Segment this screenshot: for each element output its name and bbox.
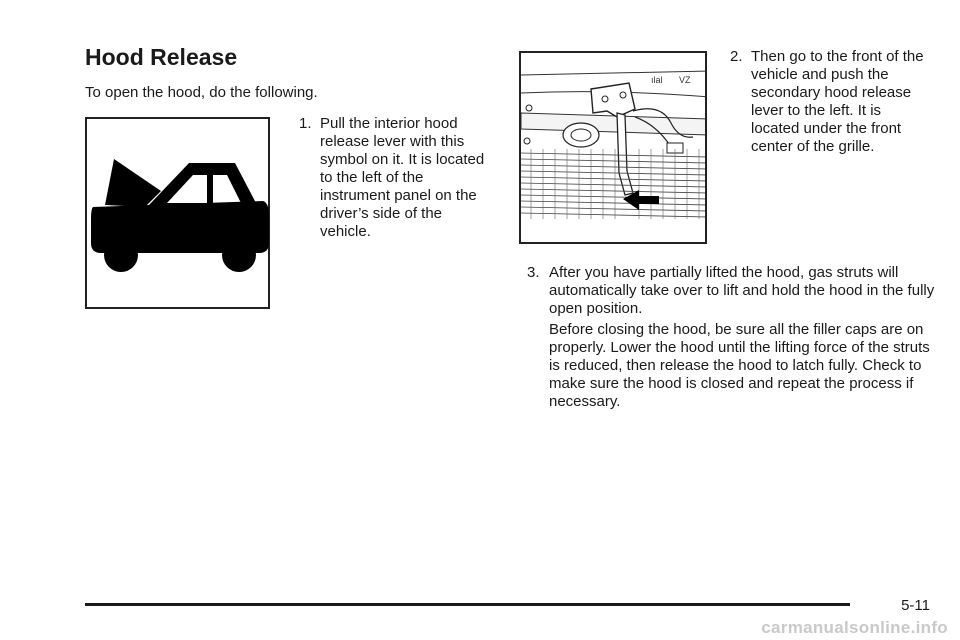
step-1: [299, 115, 489, 241]
step-number: 1.: [299, 115, 312, 132]
page-title: Hood Release: [85, 44, 238, 70]
step-text: Pull the interior hood release lever with this symbol on it. It is located to the left of the instrument panel on the driver’s side of the vehicle.: [320, 115, 485, 240]
step-number: 2.: [730, 48, 743, 65]
closing-paragraph: Before closing the hood, be sure all the filler caps are on properly. Lower the hood until the lifting force of the struts is reduced, then release the hood to latch fully. Check to make sure the hood is closed and repeat the process if necessary.: [549, 321, 930, 410]
step-text: Then go to the front of the vehicle and push the secondary hood release lever to the left. It is located under the front center of the grille.: [751, 48, 924, 155]
intro-text: To open the hood, do the following.: [85, 84, 318, 101]
step-number: 3.: [527, 264, 540, 281]
svg-text:VZ: VZ: [679, 75, 691, 85]
step-2: [730, 48, 930, 156]
step-3: [527, 264, 937, 318]
page-number: 5-11: [901, 597, 930, 614]
step-text: After you have partially lifted the hood, gas struts will automatically take over to lift and hold the hood in the fully open position.: [549, 264, 935, 317]
svg-text:ılal: ılal: [651, 75, 663, 85]
hood-release-lever-illustration: [519, 51, 707, 244]
hood-open-car-icon: [85, 117, 270, 309]
watermark: carmanualsonline.info: [761, 618, 948, 637]
footer-rule: [85, 603, 850, 606]
